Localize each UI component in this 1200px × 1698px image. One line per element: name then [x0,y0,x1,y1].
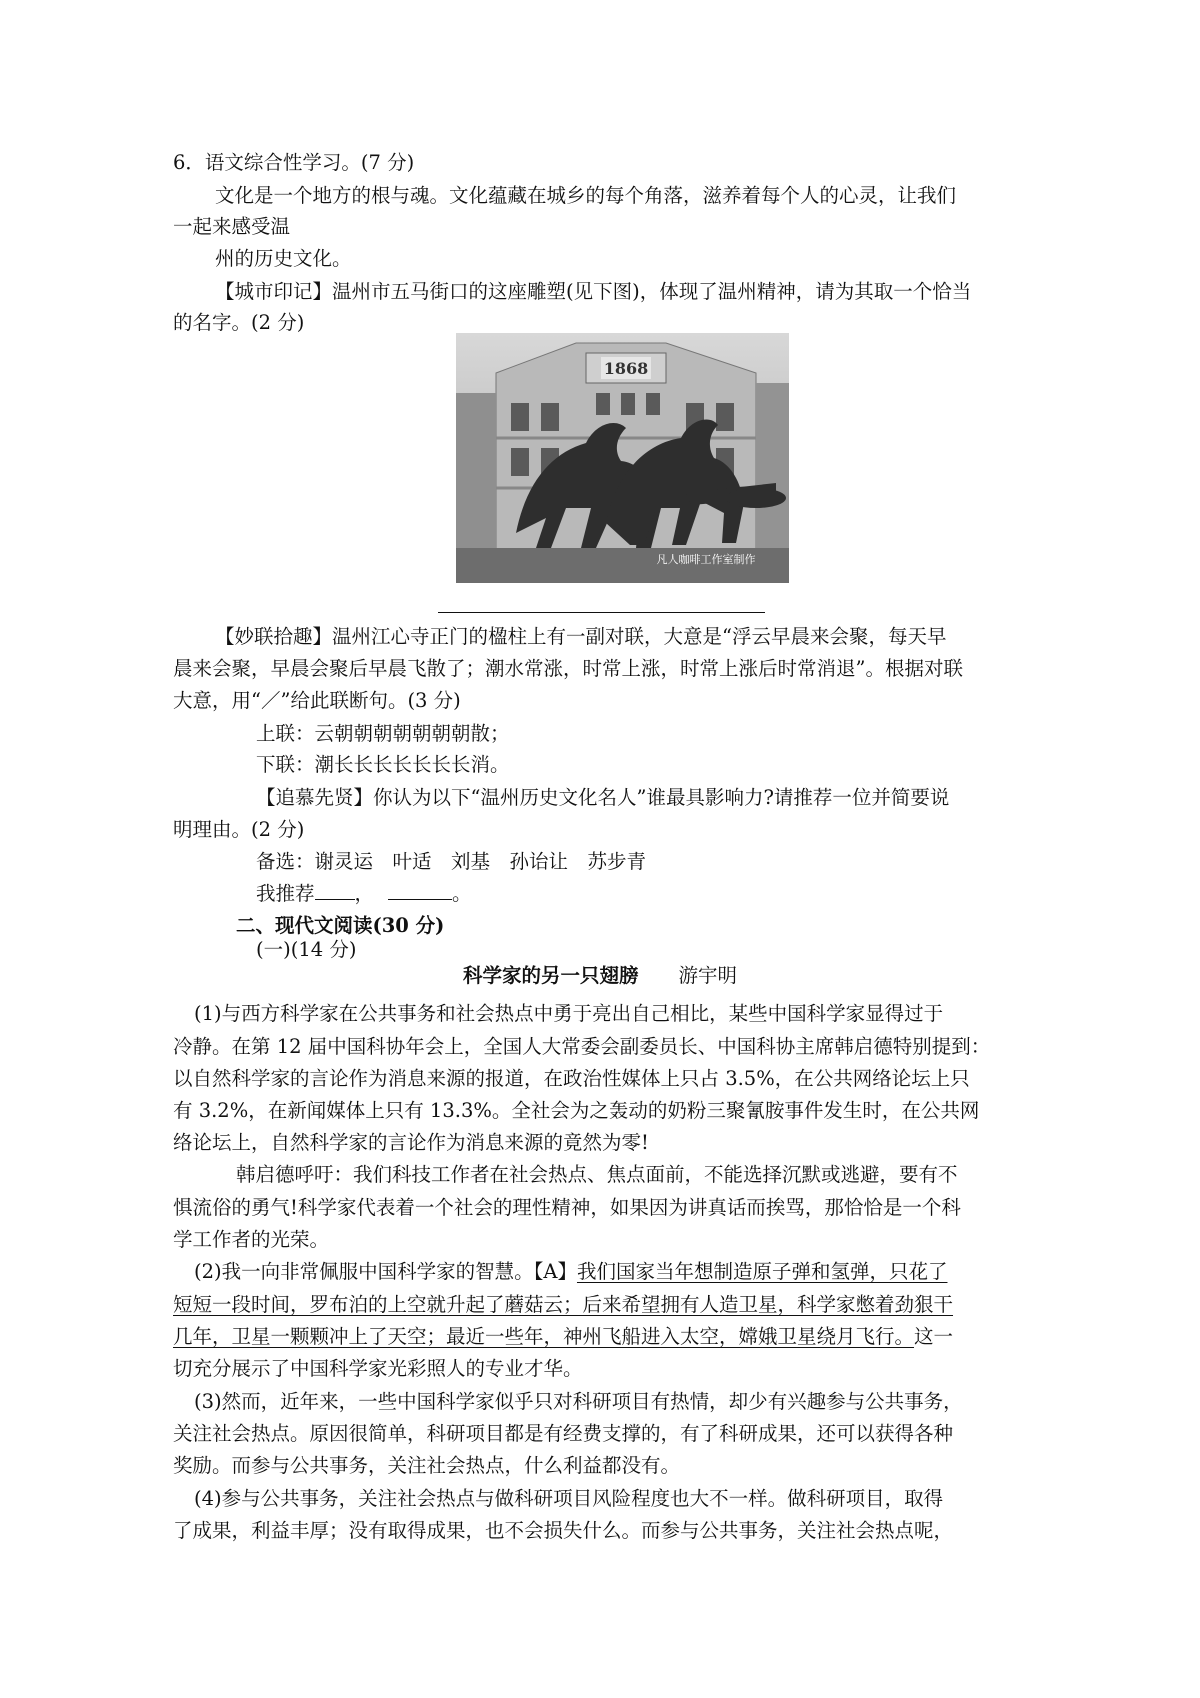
p1-line-4: 有 3.2%，在新闻媒体上只有 13.3%。全社会为之轰动的奶粉三聚氰胺事件发生时，在公共网 [173,1099,980,1122]
p2-underlined-1: 我们国家当年想制造原子弹和氢弹，只花了 [576,1260,948,1283]
p2-underlined-3: 几年，卫星一颗颗冲上了天空；最近一些年，神州飞船进入太空，嫦娥卫星绕月飞行。 [173,1325,915,1348]
recommend-separator: ， [354,882,375,905]
intro-line-1: 文化是一个地方的根与魂。文化蕴藏在城乡的每个角落，滋养着每个人的心灵，让我们 [215,184,957,207]
sculpture-photo [456,333,789,583]
year-plaque: 1868 [603,359,649,378]
p4-line-1: (4)参与公共事务，关注社会热点与做科研项目风险程度也大不一样。做科研项目，取得 [194,1487,944,1510]
section-2-heading: 二、现代文阅读(30 分) [236,914,445,937]
article-author: 游宇明 [678,964,738,987]
article-title: 科学家的另一只翅膀 [462,964,639,987]
p2-line-2: 短短一段时间，罗布泊的上空就升起了蘑菇云；后来希望拥有人造卫星，科学家憋着劲狠干 [173,1293,954,1316]
intro-line-3: 州的历史文化。 [215,247,352,270]
city-imprint-line-1: 【城市印记】温州市五马街口的这座雕塑(见下图)，体现了温州精神，请为其取一个恰当 [215,280,972,303]
p1b-line-3: 学工作者的光荣。 [173,1228,330,1251]
p3-line-1: (3)然而，近年来，一些中国科学家似乎只对科研项目有热情，却少有兴趣参与公共事务， [194,1390,963,1413]
p1b-line-1: 韩启德呼吁：我们科技工作者在社会热点、焦点面前，不能选择沉默或逃避，要有不 [236,1163,958,1186]
p2-line-3 [173,1324,953,1350]
intro-line-2: 一起来感受温 [173,215,291,238]
p1-line-2: 冷静。在第 12 届中国科协年会上，全国人大常委会副委员长、中国科协主席韩启德特别提到： [173,1035,991,1058]
couplet-line-2: 晨来会聚，早晨会聚后早晨飞散了；潮水常涨，时常上涨，时常上涨后时常消退”。根据对联 [173,657,963,680]
p2-line-1 [194,1259,947,1285]
p1-line-3: 以自然科学家的言论作为消息来源的报道，在政治性媒体上只占 3.5%，在公共网络论坛上只 [173,1067,970,1090]
p1-line-5: 络论坛上，自然科学家的言论作为消息来源的竟然为零! [173,1131,649,1154]
city-imprint-line-2: 的名字。(2 分) [173,311,305,334]
p1b-line-2: 惧流俗的勇气!科学家代表着一个社会的理性精神，如果因为讲真话而挨骂，那恰恰是一个科 [173,1196,961,1219]
sculpture-image [456,333,789,583]
recommend-blank-2[interactable] [388,881,452,900]
article-title-line [0,963,1200,989]
sage-line-1: 【追慕先贤】你认为以下“温州历史文化名人”谁最具影响力?请推荐一位并简要说 [256,786,950,809]
question-6-heading: 6．语文综合性学习。(7 分) [173,151,415,174]
lower-couplet: 下联：潮长长长长长长长消。 [256,753,510,776]
p2-line-1-lead: (2)我一向非常佩服中国科学家的智慧。【A】 [194,1260,577,1283]
candidate-options: 备选：谢灵运 叶适 刘基 孙诒让 苏步青 [256,850,647,873]
upper-couplet: 上联：云朝朝朝朝朝朝朝散； [256,722,510,745]
recommend-line [256,881,472,907]
answer-blank-line[interactable] [438,612,765,613]
recommend-blank-1[interactable] [315,881,355,900]
sage-line-2: 明理由。(2 分) [173,818,305,841]
recommend-end: 。 [452,882,472,905]
p3-line-2: 关注社会热点。原因很简单，科研项目都是有经费支撑的，有了科研成果，还可以获得各种 [173,1422,954,1445]
section-2-subheading: (一)(14 分) [256,938,357,961]
photo-watermark: 凡人咖啡工作室制作 [656,553,756,566]
couplet-line-3: 大意，用“／”给此联断句。(3 分) [173,689,461,712]
recommend-prefix: 我推荐 [256,882,315,905]
p2-line-4: 切充分展示了中国科学家光彩照人的专业才华。 [173,1357,583,1380]
p1-line-1: (1)与西方科学家在公共事务和社会热点中勇于亮出自己相比，某些中国科学家显得过于 [194,1002,944,1025]
p2-line-3-tail: 这一 [914,1325,954,1348]
p4-line-2: 了成果，利益丰厚；没有取得成果，也不会损失什么。而参与公共事务，关注社会热点呢， [173,1519,954,1542]
couplet-line-1: 【妙联拾趣】温州江心寺正门的楹柱上有一副对联，大意是“浮云早晨来会聚，每天早 [215,625,947,648]
p3-line-3: 奖励。而参与公共事务，关注社会热点，什么利益都没有。 [173,1454,681,1477]
